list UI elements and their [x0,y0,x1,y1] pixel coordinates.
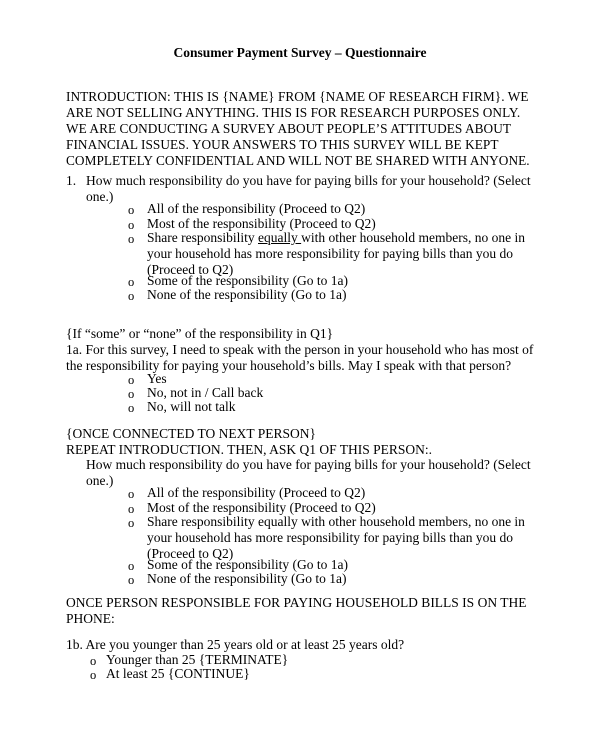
phone-line: PHONE: [66,611,115,626]
radio-bullet: o [128,573,135,587]
radio-bullet: o [90,668,97,682]
radio-bullet: o [128,203,135,217]
radio-bullet: o [128,516,135,530]
radio-bullet: o [128,289,135,303]
q1b-question: 1b. Are you younger than 25 years old or at least 25 years old? [66,637,405,652]
intro-line: INTRODUCTION: THIS IS {NAME} FROM {NAME OF RESEARCH FIRM}. WE [66,89,529,104]
q1b-option-at-least[interactable]: At least 25 {CONTINUE} [106,666,250,681]
q1a-option-callback[interactable]: No, not in / Call back [147,385,264,400]
radio-bullet: o [128,487,135,501]
radio-bullet: o [128,275,135,289]
q1-text-line: How much responsibility do you have for paying bills for your household? (Select [86,173,531,188]
intro-line: COMPLETELY CONFIDENTIAL AND WILL NOT BE SHARED WITH ANYONE. [66,153,530,168]
q1a-condition: {If “some” or “none” of the responsibility in Q1} [66,326,334,341]
q1-repeat-option-all[interactable]: All of the responsibility (Proceed to Q2) [147,485,366,500]
q1-option-some[interactable]: Some of the responsibility (Go to 1a) [147,273,348,288]
radio-bullet: o [128,373,135,387]
q1-number: 1. [66,173,77,188]
radio-bullet: o [128,559,135,573]
intro-line: WE ARE CONDUCTING A SURVEY ABOUT PEOPLE’S ATTITUDES ABOUT [66,121,512,136]
connected-instruction [66,426,432,458]
radio-bullet: o [90,654,97,668]
connected-line: {ONCE CONNECTED TO NEXT PERSON} [66,426,316,441]
q1-option-most[interactable]: Most of the responsibility (Proceed to Q2) [147,216,376,231]
q1-share-underlined: equally [258,230,302,245]
q1-text-line: one.) [86,189,114,204]
q1-option-share[interactable] [147,230,525,278]
radio-bullet: o [128,387,135,401]
q1-share-line: (Proceed to Q2) [147,262,234,277]
q1-repeat-share-line: (Proceed to Q2) [147,546,234,561]
q1b-option-younger[interactable]: Younger than 25 {TERMINATE} [106,652,289,667]
q1-share-text: Share responsibility [147,230,258,245]
q1a-option-will-not-talk[interactable]: No, will not talk [147,399,236,414]
radio-bullet: o [128,401,135,415]
q1-option-all[interactable]: All of the responsibility (Proceed to Q2) [147,201,366,216]
phone-line: ONCE PERSON RESPONSIBLE FOR PAYING HOUSEHOLD BILLS IS ON THE [66,595,527,610]
q1-repeat-share-line: Share responsibility equally with other household members, no one in [147,514,525,529]
radio-bullet: o [128,218,135,232]
q1-repeat-text-line: How much responsibility do you have for paying bills for your household? (Select [86,457,531,472]
q1-repeat-option-share[interactable] [147,514,525,562]
q1-repeat-option-none[interactable]: None of the responsibility (Go to 1a) [147,571,347,586]
q1-repeat-share-line: your household has more responsibility for paying bills than you do [147,530,513,545]
q1-share-text: with other household members, no one in [301,230,525,245]
q1-option-none[interactable]: None of the responsibility (Go to 1a) [147,287,347,302]
connected-line: REPEAT INTRODUCTION. THEN, ASK Q1 OF THIS PERSON:. [66,442,433,457]
phone-instruction [66,595,526,627]
q1-repeat-text-line: one.) [86,473,114,488]
q1-repeat-option-some[interactable]: Some of the responsibility (Go to 1a) [147,557,348,572]
q1a-question [66,342,533,374]
q1a-text-line: 1a. For this survey, I need to speak with the person in your household who has most of [66,342,534,357]
q1-repeat-option-most[interactable]: Most of the responsibility (Proceed to Q2) [147,500,376,515]
document-title: Consumer Payment Survey – Questionnaire [173,45,427,60]
intro-line: ARE NOT SELLING ANYTHING. THIS IS FOR RESEARCH PURPOSES ONLY. [66,105,521,120]
radio-bullet: o [128,502,135,516]
q1a-text-line: the responsibility for paying your household’s bills. May I speak with that person? [66,358,512,373]
q1-share-line: your household has more responsibility for paying bills than you do [147,246,513,261]
introduction [66,89,556,169]
radio-bullet: o [128,232,135,246]
intro-line: FINANCIAL ISSUES. YOUR ANSWERS TO THIS SURVEY WILL BE KEPT [66,137,499,152]
q1a-option-yes[interactable]: Yes [147,371,167,386]
